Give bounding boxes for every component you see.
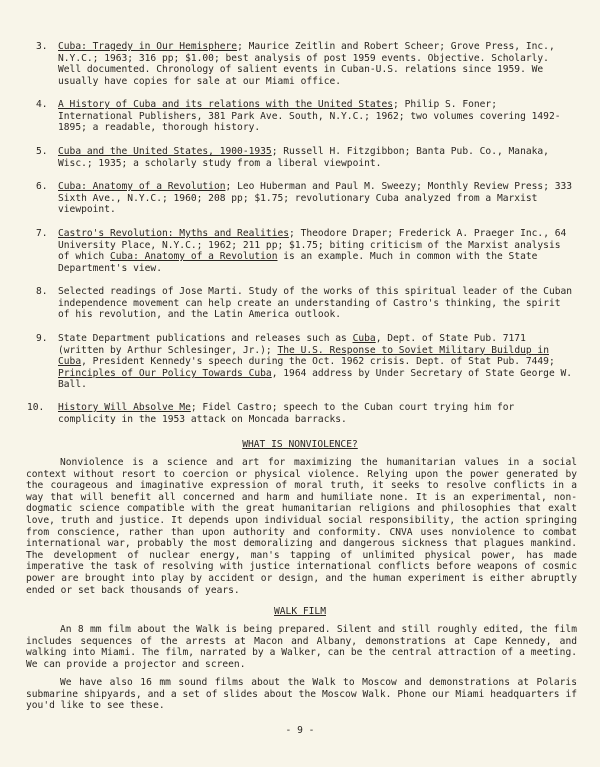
item-number: 10. xyxy=(27,402,45,413)
bibliography-item xyxy=(36,99,576,134)
item-number: 4. xyxy=(36,99,48,110)
book-title: Castro's Revolution: Myths and Realities xyxy=(58,228,290,239)
item-text: ; Fidel Castro; speech to the Cuban court trying him for complicity in the 1953 attack on Moncada barracks. xyxy=(58,402,515,425)
item-number: 5. xyxy=(36,146,48,157)
paragraph: We have also 16 mm sound films about the Walk to Moscow and demonstrations at Polaris submarine shipyards, and a set of slides about the Moscow Walk. Phone our Miami headquarters if you'd like to see these. xyxy=(26,677,577,712)
bibliography-item xyxy=(36,41,576,87)
item-text: ; Theodore Draper; Frederick A. Praeger Inc., 64 University Place, N.Y.C.; 1962; 211 pp; $1.75; biting criticism of the Marxist analysis of which xyxy=(58,228,567,263)
bibliography-item xyxy=(36,286,576,321)
book-title: Cuba: Anatomy of a Revolution xyxy=(58,181,226,192)
paragraph: Nonviolence is a science and art for maximizing the humanitarian values in a social context without resort to coercion or physical violence. Relying upon the power generated by the courageous and imaginative expression of moral truth, it seeks to resolve conflicts in a way that will benefit all concerned and harm and humiliate none. It is an experimental, non-dogmatic science compatible with the great humanitarian religions and philosophies that exalt love, truth and justice. It depends upon individual social responsibility, the action springing from conscience, rather than upon authority and conformity. CNVA uses nonviolence to combat international war, probably the most demoralizing and dangerous sickness that plagues mankind. The development of nuclear energy, man's tapping of unlimited physical power, has made imperative the task of resolving with justice international conflicts before weapons of cosmic power are brought into play by accident or design, and the human experiment is either abruptly ended or set back thousands of years. xyxy=(26,457,577,596)
item-text: ; Leo Huberman and Paul M. Sweezy; Monthly Review Press; 333 Sixth Ave., N.Y.C.; 1960; 208 pp; $1.75; revolutionary Cuba analyzed from a Marxist viewpoint. xyxy=(58,181,573,216)
item-number: 3. xyxy=(36,41,48,52)
page-number: - 9 - xyxy=(285,725,315,736)
publication-title: Principles of Our Policy Towards Cuba xyxy=(58,367,272,379)
item-text: , Dept. of State Pub. 7171 (written by Arthur Schlesinger, Jr.); xyxy=(58,333,526,356)
bibliography-item xyxy=(27,402,576,425)
item-text: Selected readings of Jose Marti. Study of the works of this spiritual leader of the Cuban independence movement can help create an understanding of Castro's thinking, the spirit of his revolution, and the Latin America outlook. xyxy=(58,286,573,321)
bibliography-item xyxy=(36,146,576,169)
publication-title: The U.S. Response to Soviet Military Buildup in Cuba xyxy=(58,344,549,368)
publication-title: Cuba xyxy=(352,333,376,344)
bibliography-item xyxy=(36,333,576,391)
section-heading: WHAT IS NONVIOLENCE? xyxy=(242,439,358,450)
item-text: , 1964 address by Under Secretary of State George W. Ball. xyxy=(58,367,573,391)
item-text: is an example. Much in common with the State Department's view. xyxy=(58,251,538,274)
item-text: ; Russell H. Fitzgibbon; Banta Pub. Co., Manaka, Wisc.; 1935; a scholarly study from a liberal viewpoint. xyxy=(58,146,549,169)
bibliography-item xyxy=(36,228,576,274)
item-number: 6. xyxy=(36,181,48,192)
item-number: 8. xyxy=(36,286,48,297)
item-text: ; Philip S. Foner; International Publishers, 381 Park Ave. South, N.Y.C.; 1962; two volumes covering 1492-1895; a readable, thorough history. xyxy=(58,99,561,134)
paragraph: An 8 mm film about the Walk is being prepared. Silent and still roughly edited, the film includes sequences of the arrests at Macon and Albany, demonstrations at Cape Kennedy, and walking into Miami. The film, narrated by a Walker, can be the central attraction of a meeting. We can provide a projector and screen. xyxy=(26,624,577,670)
book-title: Cuba and the United States, 1900-1935 xyxy=(58,146,272,157)
book-title: A History of Cuba and its relations with the United States xyxy=(58,99,394,110)
book-title: Cuba: Anatomy of a Revolution xyxy=(109,251,278,263)
bibliography-item xyxy=(36,181,576,216)
book-title: History Will Absolve Me xyxy=(58,402,191,413)
section-heading: WALK FILM xyxy=(274,606,326,617)
item-text: State Department publications and releases such as xyxy=(58,333,353,344)
book-title: Cuba: Tragedy in Our Hemisphere xyxy=(58,41,238,52)
item-text: ; Maurice Zeitlin and Robert Scheer; Grove Press, Inc., N.Y.C.; 1963; 316 pp; $1.00; best analysis of post 1959 events. Objective. Scholarly. Well documented. Chronology of salient events in Cuban-U.S. relations since 1959. We usually have copies for sale at our Miami office. xyxy=(58,41,555,87)
item-number: 7. xyxy=(36,228,48,239)
item-text: , President Kennedy's speech during the Oct. 1962 crisis. Dept. of Stat Pub. 7449; xyxy=(81,356,555,368)
item-number: 9. xyxy=(36,333,48,344)
